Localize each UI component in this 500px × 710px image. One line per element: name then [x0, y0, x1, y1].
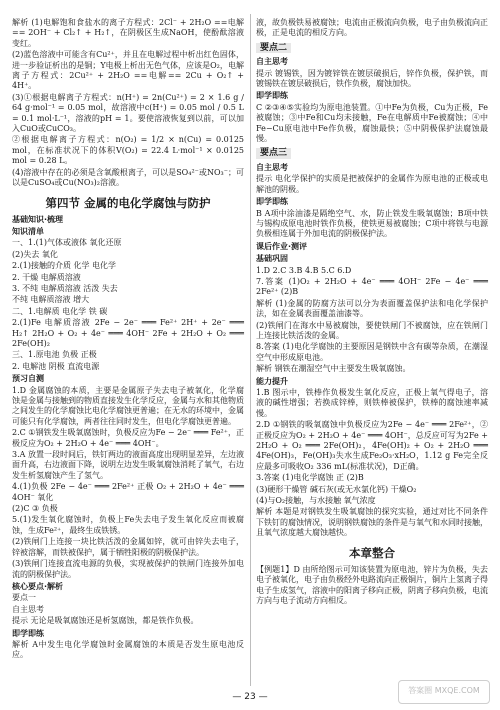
- left-line-24: 5.(1)发生氧化腐蚀时，负极上Fe失去电子发生氧化反应而被腐蚀，生成Fe²⁺，最终生成铁锈。: [12, 515, 244, 535]
- left-line-29: 自主思考: [12, 604, 44, 614]
- left-line-14: 二、1.电解质 电化学 铁 碳: [12, 306, 108, 316]
- left-line-18: 预习自测: [12, 374, 44, 384]
- right-line-0: 液，故负极铁易被腐蚀；电流由正极流向负极，电子由负极流向正极，正是电流的相反方向。: [256, 18, 488, 38]
- left-line-0: 解析 (1)电解饱和食盐水的离子方程式：2Cl⁻ + 2H₂O ==电解== 2OH⁻ + Cl₂↑ + H₂↑，在阴极区生成NaOH，使酚酞溶液变红。: [12, 18, 244, 48]
- left-line-26: (3)铁闸门连接直流电源的负极，实现被保护的铁闸门连接外加电流的阴极保护法。: [12, 559, 244, 579]
- right-line-1: 要点二: [256, 43, 291, 53]
- right-line-19: 能力提升: [256, 376, 288, 386]
- left-line-30: 提示 无论是吸氧腐蚀还是析氢腐蚀，都是铁作负极。: [12, 616, 199, 626]
- right-line-25: 解析 本题是对钢铁发生吸氧腐蚀的探究实验，通过对比不同条件下铁钉的腐蚀情况，说明钢铁腐蚀的条件是与氧气和水同时接触，且氧气浓度越大腐蚀越快。: [256, 507, 488, 538]
- right-line-5: C ②③④⑤实验均为原电池装置。①中Fe为负极，Cu为正极，Fe被腐蚀；③中Fe和Cu均未接触，Fe在电解质中Fe被腐蚀；④中Fe−Cu原电池中Fe作负极，腐蚀最快；⑤中阴极保护法腐蚀最慢。: [256, 102, 488, 144]
- right-line-20: 1.B 图示中，铁棒作负极发生氧化反应，正极上氧气得电子，溶液的碱性增强；若换成锌棒，则铁棒被保护，铁棒的腐蚀速率减慢。: [256, 388, 488, 418]
- right-line-4: 即学即练: [256, 91, 288, 101]
- left-line-32: 解析 A中发生电化学腐蚀时金属腐蚀的本质是否发生原电池反应。: [12, 639, 244, 660]
- right-line-14: 7.答案 (1)O₂ + 2H₂O + 4e⁻ ═══ 4OH⁻ 2Fe − 4e⁻ ═══ 2Fe²⁺ (2)B: [256, 276, 488, 297]
- left-line-7: 知识清单: [12, 226, 44, 236]
- right-line-21: 2.D ①钢铁的吸氧腐蚀中负极反应为2Fe − 4e⁻ ═══ 2Fe²⁺，②正极反应为O₂ + 2H₂O + 4e⁻ ═══ 4OH⁻，总反应可写为2Fe + 2H₂O + O₂ ═══ 2Fe(OH)₂，4Fe(OH)₂ + O₂ + 2H₂O ═══ 4Fe(OH)₃，Fe(OH)₃失水生成Fe₂O₃·xH₂O，1.12 g Fe完全反应最多可吸收O₂ 336 mL(标准状况)，D正确。: [256, 420, 488, 471]
- left-line-17: 2. 电解池 阴极 直流电源: [12, 361, 100, 371]
- right-line-2: 自主思考: [256, 57, 288, 67]
- left-line-12: 3. 不纯 电解质溶液 活泼 失去: [12, 283, 118, 293]
- left-line-6: 基础知识·梳理: [12, 214, 64, 224]
- right-line-6: 要点三: [256, 148, 291, 158]
- right-line-27: 【例题1】D 由所给图示可知该装置为原电池，锌片为负极，失去电子被氧化，电子由负极经外电路流向正极铜片，铜片上氢离子得电子生成氢气，溶液中的阳离子移向正极，阴离子移向负极，电流方向与电子流动方向相反。: [256, 564, 488, 605]
- left-line-1: (2)蓝色溶液中可能含有Cu²⁺，并且在电解过程中析出红色固体，进一步验证析出的是铜；Y电极上析出无色气体，应该是O₂，电解离子方程式：2Cu²⁺ + 2H₂O ==电解== 2Cu + O₂↑ + 4H⁺。: [12, 50, 244, 91]
- left-line-4: (4)溶液中存在的必须是含氧酸根离子，可以是SO₄²⁻或NO₃⁻；可以是CuSO₄或Cu(NO₃)₂溶液。: [12, 167, 244, 188]
- right-line-3: 提示 镀锡铁，因为镀锌铁在镀层破损后，锌作负极，保护铁，而镀锡铁在镀层破损后，铁作负极，腐蚀加快。: [256, 68, 488, 89]
- left-line-16: 三、1.原电池 负极 正极: [12, 350, 97, 360]
- left-line-11: 2. 干燥 电解质溶液: [12, 272, 81, 282]
- left-line-10: 2.(1)接触的介质 化学 电化学: [12, 261, 117, 271]
- right-column: [256, 18, 488, 607]
- right-line-26: 本章整合: [349, 545, 395, 560]
- right-line-12: 基础巩固: [256, 254, 288, 264]
- right-line-11: 课后作业·测评: [256, 241, 308, 251]
- watermark-logo: 答案圈 MXQE.COM: [398, 680, 490, 704]
- left-line-28: 要点一: [12, 593, 36, 603]
- column-divider: [250, 14, 251, 686]
- right-line-24: (4)与O₂接触，与水接触 氧气浓度: [256, 496, 376, 506]
- right-line-17: 8.答案 (1)电化学腐蚀的主要原因是钢铁中含有碳等杂质，在潮湿空气中形成原电池。: [256, 342, 488, 362]
- right-line-22: 3.答案 (1)电化学腐蚀 正 (2)B: [256, 473, 364, 483]
- right-line-15: 解析 (1)金属的防腐方法可以分为表面覆盖保护法和电化学保护法，如在金属表面覆盖油漆等。: [256, 298, 488, 319]
- right-line-16: (2)铁闸门在海水中易被腐蚀，要使铁闸门不被腐蚀，应在铁闸门上连接比铁活泼的金属。: [256, 320, 488, 340]
- left-line-9: (2)失去 氧化: [12, 249, 58, 259]
- left-line-3: ②根据电解离子方程式：n(O₂) = 1/2 × n(Cu) = 0.0125 mol，在标准状况下的体积V(O₂) = 22.4 L·mol⁻¹ × 0.0125 mol = 0.28 L。: [12, 135, 244, 166]
- left-line-15: 2.(1)Fe 电解质溶液 2Fe − 2e⁻ ═══ Fe²⁺ 2H⁺ + 2e⁻ ═══ H₂↑ 2H₂O + O₂ + 4e⁻ ═══ 4OH⁻ 2Fe + 2H₂O + O₂ ═══ 2Fe(OH)₂: [12, 318, 244, 348]
- right-line-23: (3)硬形干燥管 碱石灰(或无水氯化钙) 干燥O₂: [256, 484, 417, 494]
- left-line-31: 即学即练: [12, 628, 44, 638]
- left-line-13: 不纯 电解质溶液 增大: [12, 295, 90, 305]
- right-line-8: 提示 电化学保护的实质是把被保护的金属作为原电池的正极或电解池的阴极。: [256, 174, 488, 194]
- left-line-25: (2)铁闸门上连接一块比铁活泼的金属如锌，就可由锌失去电子，锌被溶解，而铁被保护，属于牺牲阳极的阴极保护法。: [12, 537, 244, 557]
- left-line-22: 4.(1)负极 2Fe − 4e⁻ ═══ 2Fe²⁺ 正极 O₂ + 2H₂O + 4e⁻ ═══ 4OH⁻ 氧化: [12, 482, 244, 502]
- right-line-7: 自主思考: [256, 162, 288, 172]
- left-column: [12, 18, 244, 662]
- right-line-13: 1.D 2.C 3.B 4.B 5.C 6.D: [256, 265, 352, 275]
- left-line-23: (2)C ③ 负极: [12, 504, 58, 514]
- left-line-21: 3.A 放置一段时间后，铁钉两边的液面高度出现明显差异，左边液面升高，右边液面下降，说明左边发生吸氧腐蚀消耗了氧气，右边发生析氢腐蚀产生了氢气。: [12, 450, 244, 480]
- left-line-27: 核心要点·解析: [12, 581, 64, 591]
- left-line-5: 第四节 金属的电化学腐蚀与防护: [45, 195, 211, 210]
- left-line-19: 1.D 金属腐蚀的本质，主要是金属原子失去电子被氧化，化学腐蚀是金属与接触到的物质直接发生化学反应，金属与水和其他物质之间发生的化学腐蚀比电化学腐蚀更普遍；在无水的环境中，金属可能只有化学腐蚀，两者往往同时发生，但电化学腐蚀更普遍。: [12, 385, 244, 426]
- left-line-20: 2.C ①钢铁发生吸氧腐蚀时，负极反应为Fe − 2e⁻ ═══ Fe²⁺，正极反应为O₂ + 2H₂O + 4e⁻ ═══ 4OH⁻。: [12, 428, 244, 448]
- right-line-18: 解析 钢铁在潮湿空气中主要发生吸氧腐蚀。: [256, 364, 411, 374]
- right-line-9: 即学即练: [256, 197, 288, 207]
- left-line-2: (3)①根据电解离子方程式：n(H⁺) = 2n(Cu²⁺) = 2 × 1.6 g / 64 g·mol⁻¹ = 0.05 mol，故溶液中c(H⁺) = 0.05 mol / 0.5 L = 0.1 mol·L⁻¹，溶液的pH = 1。要使溶液恢复到以前，可以加入CuO或CuCO₃。: [12, 92, 244, 134]
- page-number: — 23 —: [232, 692, 268, 702]
- right-line-10: B A项中涂油漆是隔绝空气、水，防止铁发生吸氧腐蚀；B项中铁与锡构成原电池时铁作负极，使铁更易被腐蚀；C项中将铁与电源负极相连属于外加电流的阴极保护法。: [256, 208, 488, 239]
- left-line-8: 一、1.(1)气体或液体 氧化还原: [12, 238, 122, 248]
